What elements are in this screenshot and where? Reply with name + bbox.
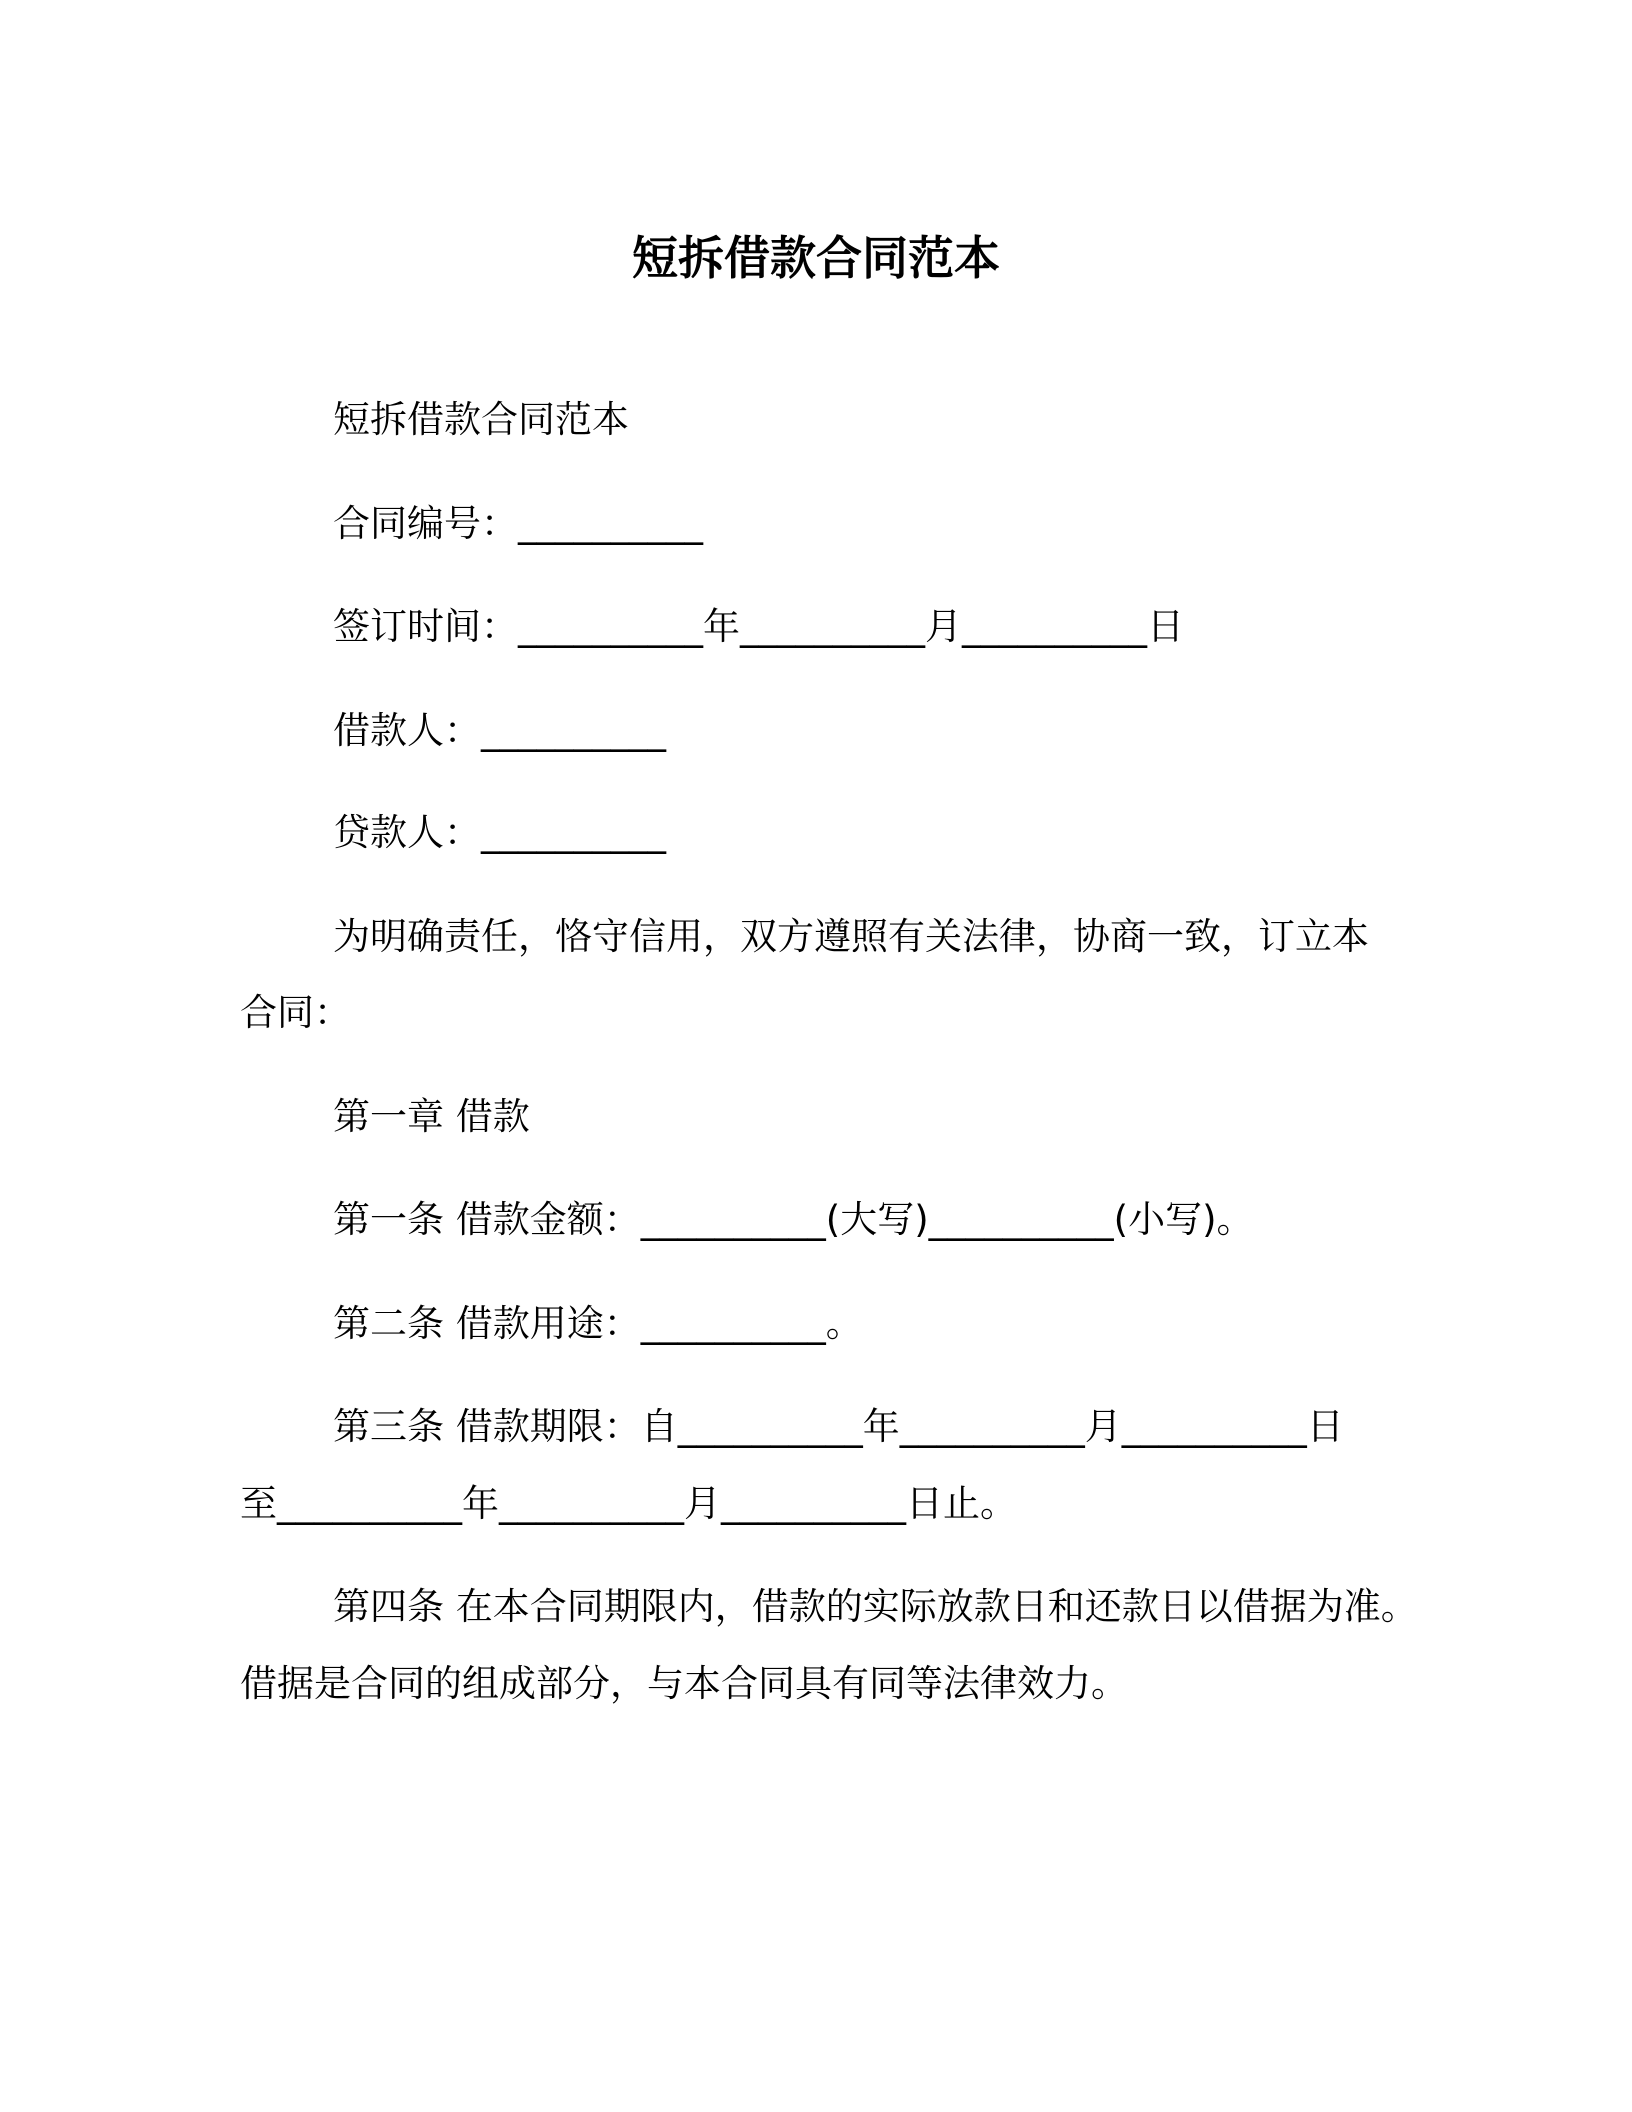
- borrower-field: 借款人：__________: [333, 709, 666, 752]
- chapter-heading: 第一章 借款: [333, 1095, 530, 1138]
- document-title: 短拆借款合同范本: [632, 231, 1000, 285]
- subtitle: 短拆借款合同范本: [333, 398, 629, 441]
- preamble-line-1: 为明确责任，恪守信用，双方遵照有关法律，协商一致，订立本: [333, 915, 1369, 958]
- lender-field: 贷款人：__________: [333, 811, 666, 854]
- article-1: 第一条 借款金额：__________(大写)__________(小写)。: [333, 1198, 1254, 1241]
- preamble-line-2: 合同：: [240, 991, 351, 1034]
- article-2: 第二条 借款用途：__________。: [333, 1302, 863, 1345]
- article-4-line-2: 借据是合同的组成部分，与本合同具有同等法律效力。: [240, 1662, 1128, 1705]
- contract-number-field: 合同编号：__________: [333, 502, 703, 545]
- article-3-line-1: 第三条 借款期限：自__________年__________月__________日: [333, 1405, 1344, 1448]
- signing-date-field: 签订时间：__________年__________月__________日: [333, 605, 1184, 648]
- article-4-line-1: 第四条 在本合同期限内，借款的实际放款日和还款日以借据为准。: [333, 1585, 1418, 1628]
- article-3-line-2: 至__________年__________月__________日止。: [240, 1482, 1017, 1525]
